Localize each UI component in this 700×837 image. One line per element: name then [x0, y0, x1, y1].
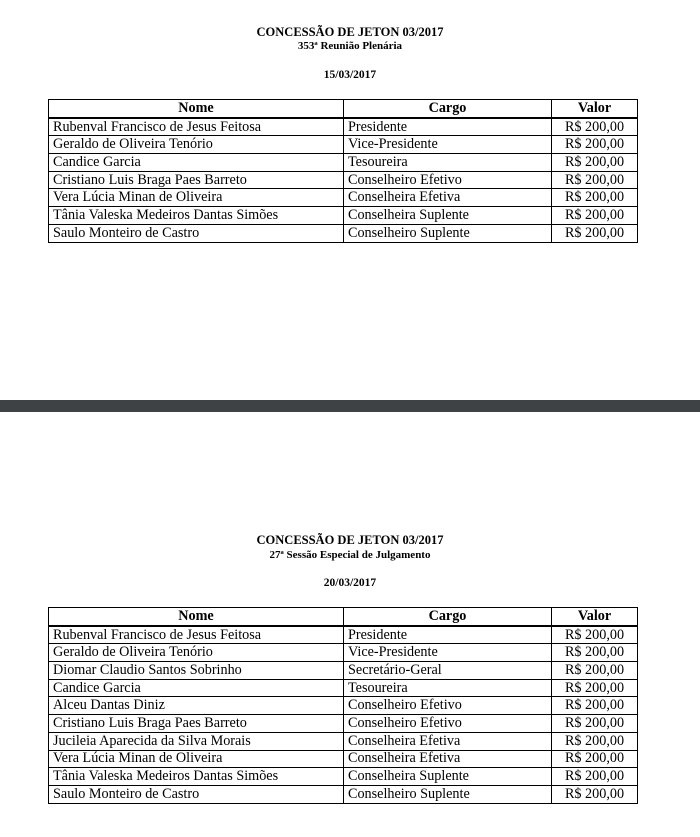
cell-nome: Saulo Monteiro de Castro — [49, 785, 344, 803]
document-title: CONCESSÃO DE JETON 03/2017 — [256, 25, 444, 39]
cell-valor: R$ 200,00 — [552, 715, 638, 733]
cell-cargo: Secretário-Geral — [344, 662, 552, 680]
cell-valor: R$ 200,00 — [552, 785, 638, 803]
cell-nome: Cristiano Luis Braga Paes Barreto — [49, 715, 344, 733]
cell-cargo: Vice-Presidente — [344, 644, 552, 662]
table-row — [49, 697, 638, 715]
cell-valor: R$ 200,00 — [552, 118, 638, 136]
cell-cargo: Conselheiro Efetivo — [344, 697, 552, 715]
table-header-row — [49, 608, 638, 626]
jeton-table — [48, 607, 638, 804]
cell-valor: R$ 200,00 — [552, 207, 638, 225]
meeting-date: 15/03/2017 — [323, 69, 377, 81]
table-row — [49, 679, 638, 697]
jeton-table — [48, 99, 638, 243]
session-date: 20/03/2017 — [323, 577, 377, 589]
table-row — [49, 715, 638, 733]
cell-cargo: Conselheira Efetiva — [344, 732, 552, 750]
column-header-nome: Nome — [49, 608, 344, 626]
cell-cargo: Presidente — [344, 626, 552, 644]
column-header-valor: Valor — [552, 608, 638, 626]
table-row — [49, 189, 638, 207]
cell-nome: Candice Garcia — [49, 679, 344, 697]
column-header-cargo: Cargo — [344, 100, 552, 118]
cell-valor: R$ 200,00 — [552, 662, 638, 680]
cell-cargo: Conselheiro Suplente — [344, 785, 552, 803]
cell-nome: Tânia Valeska Medeiros Dantas Simões — [49, 207, 344, 225]
cell-nome: Tânia Valeska Medeiros Dantas Simões — [49, 768, 344, 786]
cell-valor: R$ 200,00 — [552, 697, 638, 715]
meeting-subtitle: 353ª Reunião Plenária — [297, 40, 403, 52]
cell-cargo: Tesoureira — [344, 679, 552, 697]
cell-nome: Geraldo de Oliveira Tenório — [49, 136, 344, 154]
cell-nome: Vera Lúcia Minan de Oliveira — [49, 189, 344, 207]
column-header-valor: Valor — [552, 100, 638, 118]
table-row — [49, 118, 638, 136]
table-row — [49, 154, 638, 172]
table-row — [49, 171, 638, 189]
page-separator — [0, 400, 700, 412]
cell-valor: R$ 200,00 — [552, 154, 638, 172]
cell-cargo: Conselheiro Efetivo — [344, 171, 552, 189]
table-row — [49, 662, 638, 680]
table-row — [49, 224, 638, 242]
table-row — [49, 768, 638, 786]
table-row — [49, 732, 638, 750]
cell-nome: Diomar Claudio Santos Sobrinho — [49, 662, 344, 680]
cell-nome: Alceu Dantas Diniz — [49, 697, 344, 715]
cell-valor: R$ 200,00 — [552, 189, 638, 207]
column-header-cargo: Cargo — [344, 608, 552, 626]
cell-cargo: Conselheiro Suplente — [344, 224, 552, 242]
cell-cargo: Conselheira Efetiva — [344, 750, 552, 768]
cell-nome: Saulo Monteiro de Castro — [49, 224, 344, 242]
cell-valor: R$ 200,00 — [552, 768, 638, 786]
cell-cargo: Conselheira Suplente — [344, 768, 552, 786]
cell-nome: Rubenval Francisco de Jesus Feitosa — [49, 118, 344, 136]
table-row — [49, 644, 638, 662]
column-header-nome: Nome — [49, 100, 344, 118]
cell-cargo: Vice-Presidente — [344, 136, 552, 154]
table-row — [49, 207, 638, 225]
cell-valor: R$ 200,00 — [552, 750, 638, 768]
cell-valor: R$ 200,00 — [552, 679, 638, 697]
table-row — [49, 626, 638, 644]
cell-cargo: Conselheira Suplente — [344, 207, 552, 225]
cell-valor: R$ 200,00 — [552, 644, 638, 662]
cell-valor: R$ 200,00 — [552, 224, 638, 242]
cell-nome: Geraldo de Oliveira Tenório — [49, 644, 344, 662]
table-row — [49, 785, 638, 803]
cell-cargo: Presidente — [344, 118, 552, 136]
cell-nome: Candice Garcia — [49, 154, 344, 172]
document-page-1 — [0, 0, 700, 400]
cell-valor: R$ 200,00 — [552, 171, 638, 189]
cell-nome: Jucileia Aparecida da Silva Morais — [49, 732, 344, 750]
cell-cargo: Tesoureira — [344, 154, 552, 172]
cell-valor: R$ 200,00 — [552, 136, 638, 154]
document-page-2 — [0, 412, 700, 837]
cell-nome: Rubenval Francisco de Jesus Feitosa — [49, 626, 344, 644]
cell-valor: R$ 200,00 — [552, 732, 638, 750]
table-row — [49, 750, 638, 768]
document-title: CONCESSÃO DE JETON 03/2017 — [256, 533, 444, 547]
cell-nome: Vera Lúcia Minan de Oliveira — [49, 750, 344, 768]
table-header-row — [49, 100, 638, 118]
cell-valor: R$ 200,00 — [552, 626, 638, 644]
cell-nome: Cristiano Luis Braga Paes Barreto — [49, 171, 344, 189]
table-row — [49, 136, 638, 154]
cell-cargo: Conselheira Efetiva — [344, 189, 552, 207]
cell-cargo: Conselheiro Efetivo — [344, 715, 552, 733]
session-subtitle: 27ª Sessão Especial de Julgamento — [269, 549, 431, 561]
